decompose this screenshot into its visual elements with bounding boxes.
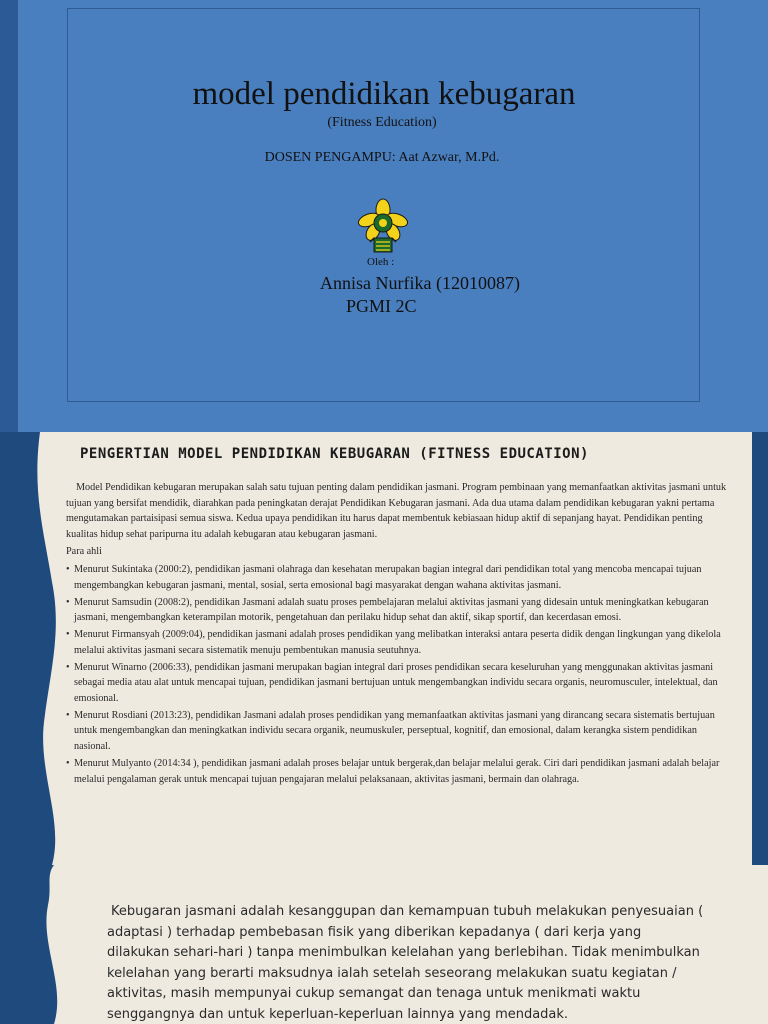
slide-title: model pendidikan kebugaran bbox=[192, 76, 576, 112]
left-band bbox=[0, 0, 18, 432]
list-item: • Menurut Firmansyah (2009:04), pendidikan jasmani adalah proses pendidikan yang melibatkan interaksi antara peserta didik dengan lingkungan yang dikelola melalui aktivitas jasmani secara sistematik menuju pembentukan manusia seutuhnya. bbox=[66, 629, 721, 656]
list-item: • Menurut Rosdiani (2013:23), pendidikan Jasmani adalah proses pendidikan yang memanfaatkan aktivitas jasmani yang dirancang secara sistematis bertujuan untuk mengembangkan dan meningkatkan individu secara organik, neumuskuler, perseptual, kognitif, dan emosional, dalam kerangka sistem pendidikan nasional. bbox=[66, 709, 715, 753]
author-name: Annisa Nurfika (12010087) bbox=[320, 273, 520, 293]
bullet-icon: • bbox=[66, 563, 70, 575]
fitness-definition-slide bbox=[0, 865, 768, 1024]
definition-slide bbox=[0, 432, 768, 865]
list-item: • Menurut Winarno (2006:33), pendidikan jasmani merupakan bagian integral dari proses pendidikan secara keseluruhan yang menggunakan aktivitas jasmani sebagai media atau alat untuk mencapai tujuan, pendidikan jasmani bertujuan untuk mengembangkan individu secara organis, neuromusculer, intelektual, dan emosional. bbox=[66, 661, 718, 704]
list-item: • Menurut Sukintaka (2000:2), pendidikan jasmani olahraga dan kesehatan merupakan bagian integral dari pendidikan total yang mencoba mencapai tujuan mengembangkan kebugaran jasmani, mental, sosial, serta emosional bagi masyarakat dengan wahana aktivitas jasmani. bbox=[66, 563, 702, 591]
list-item: • Menurut Samsudin (2008:2), pendidikan Jasmani adalah suatu proses pembelajaran melalui aktivitas jasmani yang didesain untuk meningkatkan kebugaran jasmani, mengembangkan keterampilan motorik, pengetahuan dan perilaku hidup sehat dan aktif, sikap sportif, dan kecerdasan emosi. bbox=[66, 596, 709, 624]
slide-subtitle: (Fitness Education) bbox=[327, 115, 437, 130]
experts-list bbox=[66, 562, 730, 787]
list-item: • Menurut Mulyanto (2014:34 ), pendidikan jasmani adalah proses belajar untuk bergerak,dan belajar melalui gerak. Ciri dari pendidikan jasmani adalah belajar melalui pengalaman gerak untuk mencapai tujuan pengajaran melalui pelaksanaan, aktivitas jasmani, bermain dan olahraga. bbox=[66, 758, 720, 785]
by-label: Oleh : bbox=[367, 256, 395, 268]
section-title: PENGERTIAN MODEL PENDIDIKAN KEBUGARAN (FITNESS EDUCATION) bbox=[80, 446, 589, 462]
bullet-icon: • bbox=[66, 661, 70, 673]
bullet-icon: • bbox=[66, 709, 70, 721]
fitness-paragraph: Kebugaran jasmani adalah kesanggupan dan kemampuan tubuh melakukan penyesuaian ( adaptasi ) terhadap pembebasan fisik yang diberikan kepadanya ( dari kerja yang dilakukan sehari-hari ) tanpa menimbulkan kelelahan yang berlebihan. Tidak menimbulkan kelelahan yang berarti maksudnya ialah setelah seseorang melakukan suatu kegiatan / aktivitas, masih mempunyai cukup semangat dan tenaga untuk menikmati waktu senggangnya dan untuk keperluan-keperluan lainnya yang mendadak. bbox=[107, 904, 704, 1022]
university-emblem-icon bbox=[357, 198, 409, 258]
intro-paragraph: Model Pendidikan kebugaran merupakan salah satu tujuan penting dalam pendidikan jasmani. Program pembinaan yang memanfaatkan aktivitas jasmani untuk tujuan yang bersifat mendidik, diarahkan pada peningkatan derajat Pendidikan Kebugaran jasmani. Ada dua utama dalam pendidikan kebugaran yakni pertama mengutamakan partaisipasi semua siswa. Kedua upaya pendidikan itu harus dapat membentuk kebiasaan hidup aktif di sepanjang hayat. Pendidikan penting kualitas hidup sehat paripurna itu adalah kebugaran atau kebugaran jasmani. bbox=[66, 482, 727, 540]
title-slide bbox=[0, 0, 768, 432]
author-class: PGMI 2C bbox=[346, 296, 417, 316]
bullet-icon: • bbox=[66, 596, 70, 608]
bullet-icon: • bbox=[66, 629, 70, 641]
section-body bbox=[66, 480, 730, 789]
bullet-icon: • bbox=[66, 758, 70, 770]
lecturer-line: DOSEN PENGAMPU: Aat Azwar, M.Pd. bbox=[264, 150, 500, 165]
experts-label: Para ahli bbox=[66, 546, 102, 558]
